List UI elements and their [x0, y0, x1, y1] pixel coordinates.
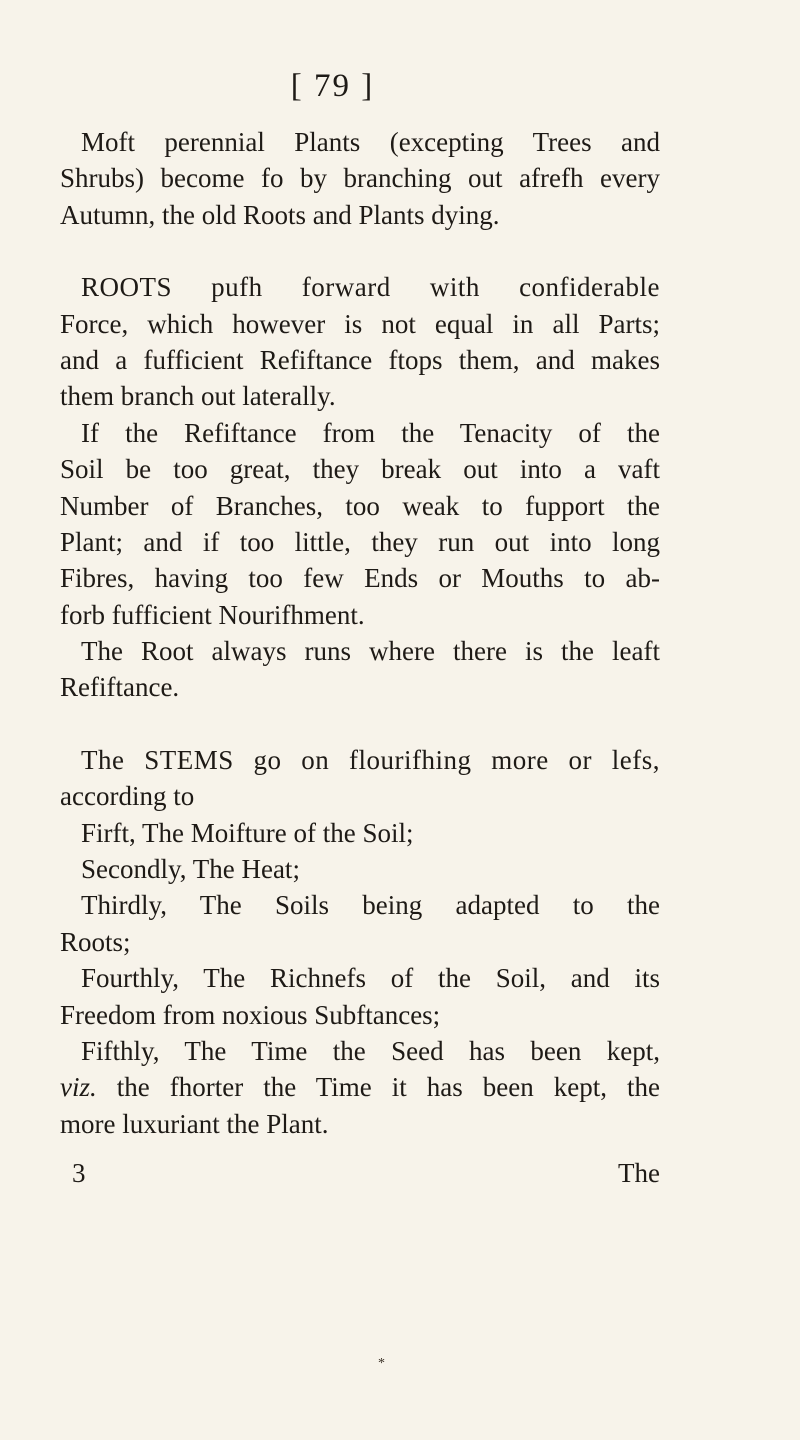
text-line: Soil be too great, they break out into a vaft	[60, 454, 660, 485]
resistance-paragraph	[60, 415, 660, 633]
signature-mark: 3	[72, 1158, 86, 1188]
text-line: Autumn, the old Roots and Plants dying.	[60, 199, 500, 230]
roots-paragraph	[60, 269, 660, 415]
list-second	[60, 851, 660, 887]
text-line: Fibres, having too few Ends or Mouths to ab-	[60, 563, 660, 594]
text-line: forb fufficient Nourifhment.	[60, 599, 365, 630]
list-third	[60, 887, 660, 960]
text-line: Fifthly, The Time the Seed has been kept,	[81, 1035, 660, 1066]
text-line: Shrubs) become fo by branching out afrefh every	[60, 163, 660, 194]
intro-paragraph	[60, 124, 660, 233]
text-line	[60, 1069, 660, 1105]
text-line: ROOTS pufh forward with confiderable	[81, 272, 660, 303]
catchword: The	[618, 1158, 660, 1188]
ink-speck: *	[378, 1356, 385, 1371]
text-line: Firft, The Moifture of the Soil;	[81, 817, 414, 848]
page-number: [ 79 ]	[290, 68, 375, 104]
text-line: Plant; and if too little, they run out into long	[60, 526, 660, 557]
text-line: Number of Branches, too weak to fupport the	[60, 490, 660, 521]
list-fifth	[60, 1033, 660, 1142]
text-line: according to	[60, 781, 195, 812]
text-line: Moft perennial Plants (excepting Trees and	[81, 127, 660, 157]
least-paragraph	[60, 633, 660, 706]
text-line: Secondly, The Heat;	[81, 854, 300, 885]
text-line-rest: the fhorter the Time it has been kept, the	[116, 1072, 661, 1103]
stems-paragraph	[60, 742, 660, 815]
text-line: Thirdly, The Soils being adapted to the	[81, 890, 660, 921]
list-fourth	[60, 960, 660, 1033]
text-line: Fourthly, The Richnefs of the Soil, and its	[81, 963, 660, 994]
text-line: more luxuriant the Plant.	[60, 1108, 329, 1139]
text-line: Force, which however is not equal in all Parts;	[60, 308, 660, 339]
text-line: Roots;	[60, 926, 131, 957]
text-line: Refiftance.	[60, 672, 180, 703]
text-line: If the Refiftance from the Tenacity of the	[81, 417, 660, 448]
viz-abbreviation: viz.	[60, 1072, 97, 1103]
body-text	[60, 124, 660, 1142]
text-line: them branch out laterally.	[60, 381, 336, 412]
text-line: The STEMS go on flourifhing more or lefs,	[81, 744, 660, 775]
text-line: Freedom from noxious Subftances;	[60, 999, 441, 1030]
list-first	[60, 815, 660, 851]
text-line: The Root always runs where there is the leaft	[81, 636, 660, 667]
text-line: and a fufficient Refiftance ftops them, and makes	[60, 344, 660, 375]
